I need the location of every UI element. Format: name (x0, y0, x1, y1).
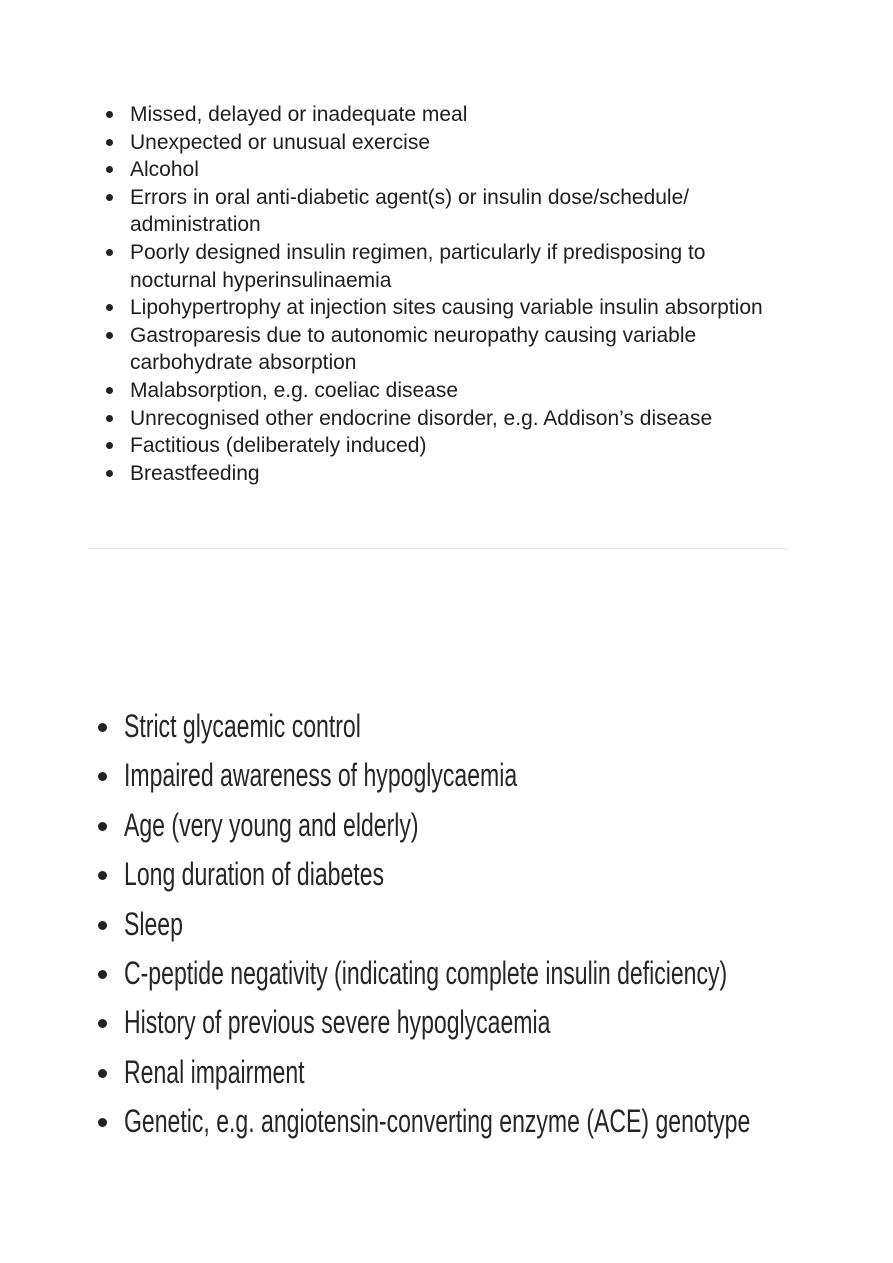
list-item-text: Long duration of diabetes (124, 856, 385, 893)
list-item (96, 1048, 796, 1097)
divider (88, 548, 788, 549)
list-item: Unrecognised other endocrine disorder, e.g. Addison’s disease (104, 405, 794, 433)
list-item (96, 850, 796, 899)
list-item: Factitious (deliberately induced) (104, 432, 794, 460)
list-item (96, 900, 796, 949)
list-item: Gastroparesis due to autonomic neuropathy causing variable carbohydrate absorption (104, 322, 794, 377)
list-item-text: Strict glycaemic control (124, 708, 361, 744)
list-item-text: Sleep (124, 905, 183, 942)
list-item: Poorly designed insulin regimen, particularly if predisposing to nocturnal hyperinsulinaemia (104, 239, 794, 294)
list-item (96, 949, 796, 998)
list-item: Malabsorption, e.g. coeliac disease (104, 377, 794, 405)
list-item-text: Renal impairment (124, 1053, 305, 1090)
list-item: Lipohypertrophy at injection sites causing variable insulin absorption (104, 294, 794, 322)
list-item-text: Impaired awareness of hypoglycaemia (124, 757, 518, 794)
list-item-text: Genetic, e.g. angiotensin-converting enzyme (ACE) genotype (124, 1103, 751, 1140)
list-item: Breastfeeding (104, 460, 794, 488)
list-item: Alcohol (104, 156, 794, 184)
list-item-text: C-peptide negativity (indicating complete insulin deficiency) (124, 955, 728, 992)
list-item (96, 751, 796, 800)
list-item (96, 998, 796, 1047)
risk-factors-list (96, 702, 796, 1147)
list-item-text: Age (very young and elderly) (124, 806, 419, 843)
list-item: Unexpected or unusual exercise (104, 129, 794, 157)
list-item: Errors in oral anti-diabetic agent(s) or insulin dose/schedule/ administration (104, 184, 794, 239)
causes-list (104, 101, 794, 487)
list-item-text: History of previous severe hypoglycaemia (124, 1004, 551, 1041)
list-item (96, 702, 796, 751)
list-item (96, 1097, 796, 1146)
list-item: Missed, delayed or inadequate meal (104, 101, 794, 129)
list-item (96, 801, 796, 850)
